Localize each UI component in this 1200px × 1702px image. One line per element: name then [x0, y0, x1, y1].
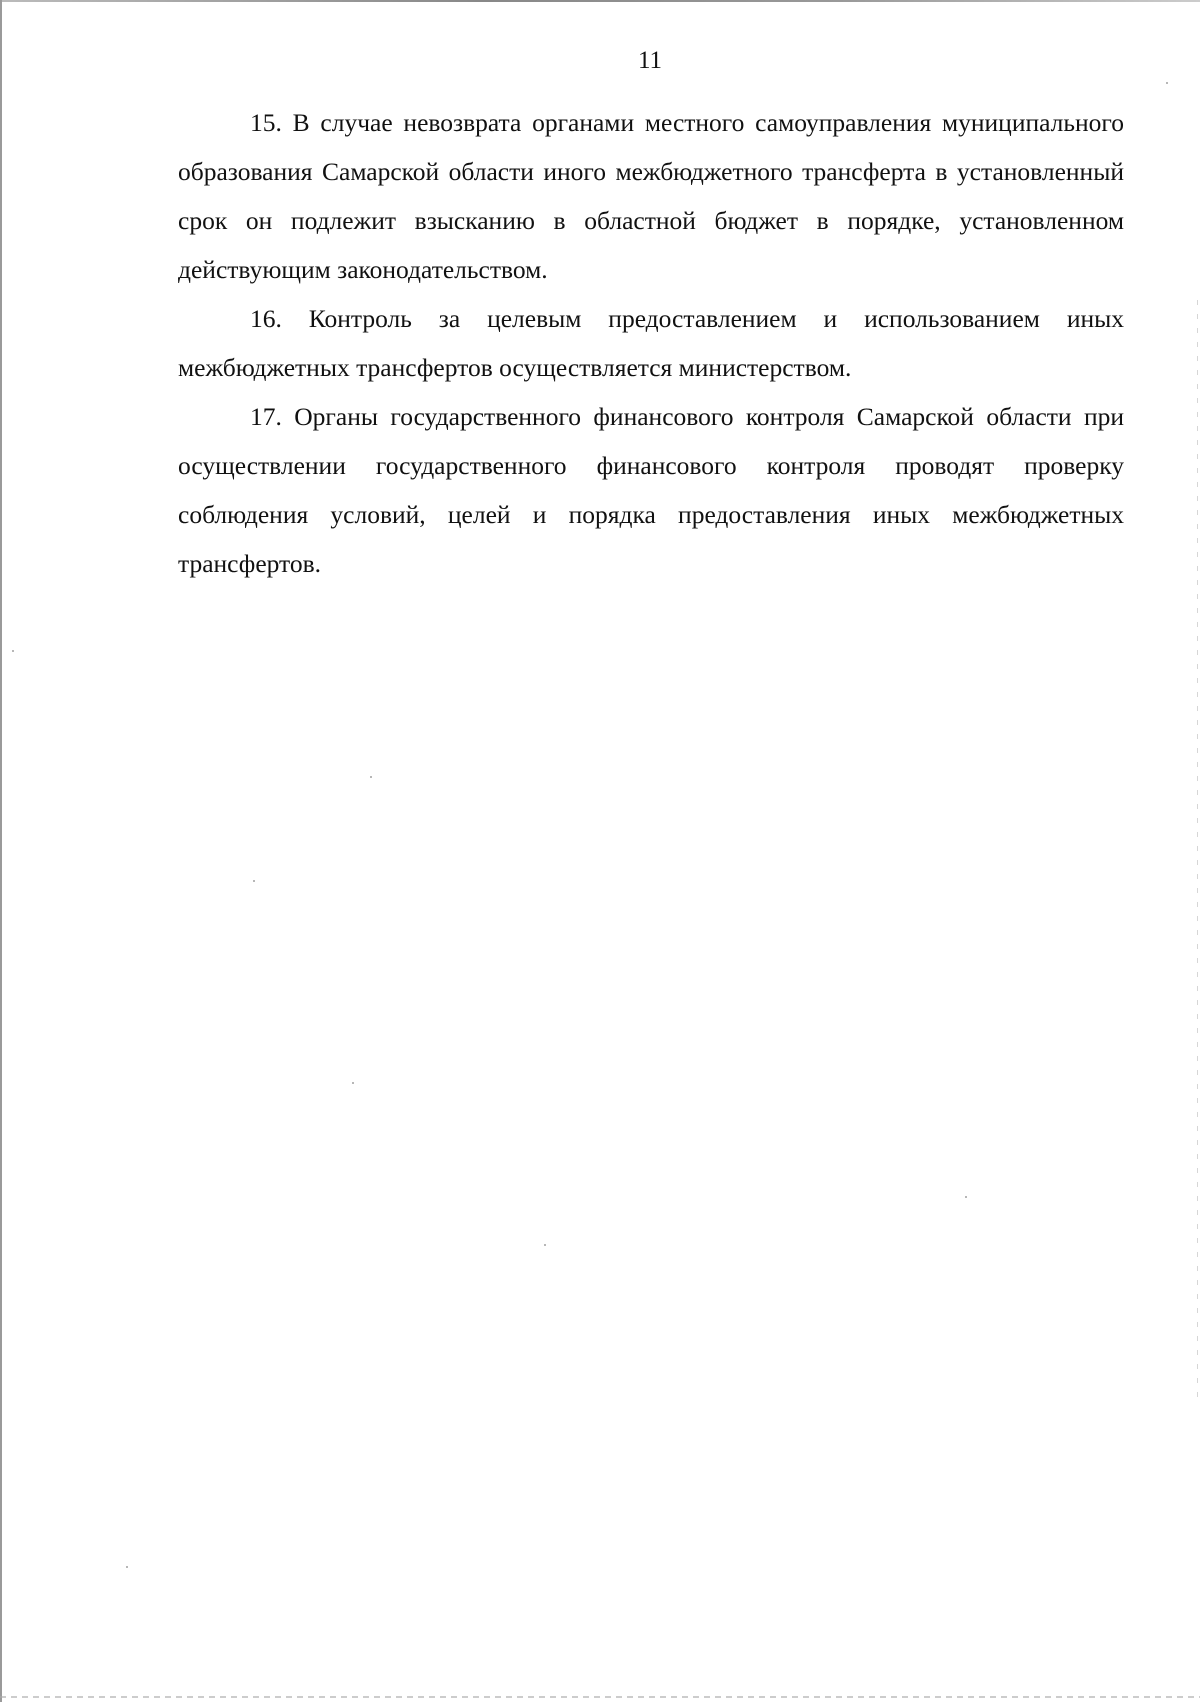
document-body: [178, 98, 1124, 588]
scan-speck: [544, 1244, 546, 1246]
scan-speck: [1166, 82, 1168, 84]
scan-speck: [126, 1566, 128, 1568]
scan-edge-bottom: [0, 1696, 1200, 1698]
scan-speck: [352, 1082, 354, 1084]
paragraph-15: 15. В случае невозврата органами местного самоуправления муниципального образования Самарской области иного межбюджетного трансферта в установленный срок он подлежит взысканию в областной бюджет в порядке, установленном действующим законодательством.: [178, 108, 1124, 284]
paragraph-17: 17. Органы государственного финансового контроля Самарской области при осуществлении государственного финансового контроля проводят проверку соблюдения условий, целей и порядка предоставления иных межбюджетных трансфертов.: [178, 402, 1124, 578]
paragraph-16: 16. Контроль за целевым предоставлением и использованием иных межбюджетных трансфертов осуществляется министерством.: [178, 304, 1124, 382]
scan-speck: [253, 880, 255, 882]
scan-speck: [12, 650, 14, 652]
scan-edge-left: [0, 0, 2, 1702]
scan-speck: [370, 776, 372, 778]
scan-speck: [965, 1196, 967, 1198]
page-number: 11: [637, 47, 663, 74]
scan-edge-top: [0, 0, 1200, 2]
scan-edge-right: [1197, 300, 1198, 1400]
